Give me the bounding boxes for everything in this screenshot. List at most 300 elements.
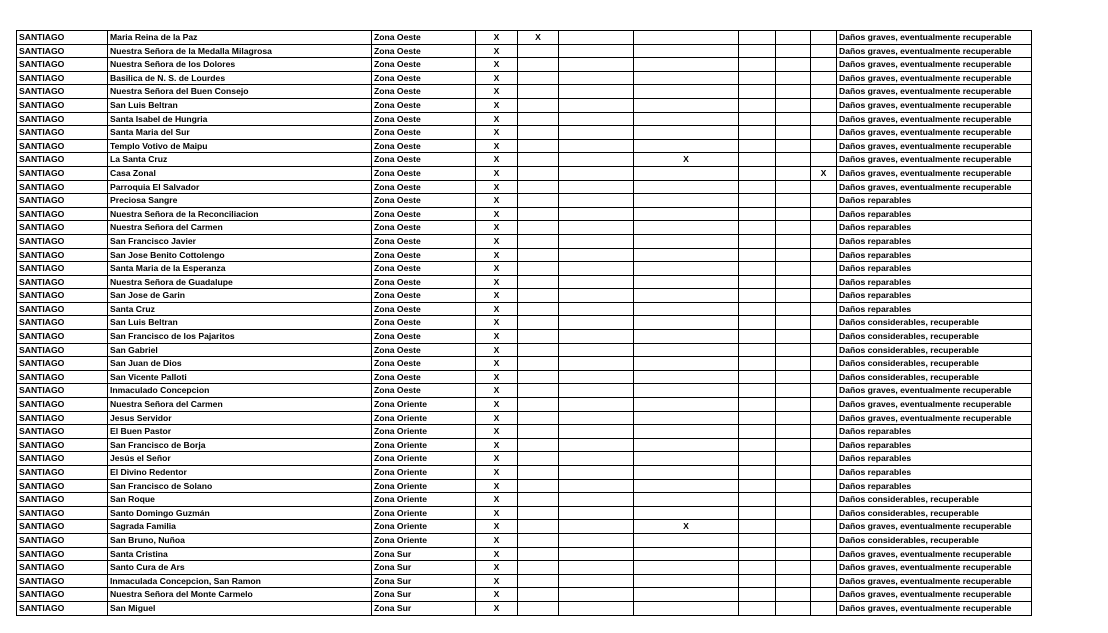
empty-cell xyxy=(559,466,634,480)
mark-cell-3 xyxy=(634,98,739,112)
empty-cell xyxy=(776,44,811,58)
empty-cell xyxy=(739,520,776,534)
empty-cell xyxy=(739,71,776,85)
mark-cell-3 xyxy=(634,384,739,398)
mark-cell-2 xyxy=(518,112,559,126)
zone-cell: Zona Oriente xyxy=(372,493,476,507)
mark-cell-2 xyxy=(518,85,559,99)
empty-cell xyxy=(559,411,634,425)
mark-cell-1: X xyxy=(476,71,518,85)
church-name-cell: San Francisco de Borja xyxy=(108,438,372,452)
table-row xyxy=(17,438,1032,452)
mark-cell-4 xyxy=(811,194,837,208)
zone-cell: Zona Oriente xyxy=(372,398,476,412)
city-cell: SANTIAGO xyxy=(17,180,108,194)
mark-cell-1: X xyxy=(476,438,518,452)
city-cell: SANTIAGO xyxy=(17,588,108,602)
empty-cell xyxy=(739,533,776,547)
empty-cell xyxy=(776,166,811,180)
empty-cell xyxy=(739,398,776,412)
mark-cell-1: X xyxy=(476,547,518,561)
mark-cell-2 xyxy=(518,139,559,153)
empty-cell xyxy=(776,370,811,384)
city-cell: SANTIAGO xyxy=(17,466,108,480)
empty-cell xyxy=(776,343,811,357)
mark-cell-4 xyxy=(811,139,837,153)
damage-status-cell: Daños graves, eventualmente recuperable xyxy=(837,574,1032,588)
empty-cell xyxy=(776,561,811,575)
mark-cell-4 xyxy=(811,262,837,276)
damage-status-cell: Daños reparables xyxy=(837,302,1032,316)
empty-cell xyxy=(776,574,811,588)
church-name-cell: Parroquia El Salvador xyxy=(108,180,372,194)
church-name-cell: San Roque xyxy=(108,493,372,507)
mark-cell-4 xyxy=(811,85,837,99)
mark-cell-1: X xyxy=(476,44,518,58)
mark-cell-4 xyxy=(811,330,837,344)
city-cell: SANTIAGO xyxy=(17,262,108,276)
empty-cell xyxy=(559,601,634,615)
mark-cell-4 xyxy=(811,384,837,398)
empty-cell xyxy=(776,31,811,45)
table-row xyxy=(17,588,1032,602)
mark-cell-3 xyxy=(634,479,739,493)
church-name-cell: Inmaculada Concepcion, San Ramon xyxy=(108,574,372,588)
zone-cell: Zona Oeste xyxy=(372,180,476,194)
church-name-cell: San Luis Beltran xyxy=(108,98,372,112)
church-name-cell: San Jose Benito Cottolengo xyxy=(108,248,372,262)
mark-cell-2 xyxy=(518,438,559,452)
zone-cell: Zona Oeste xyxy=(372,343,476,357)
empty-cell xyxy=(559,479,634,493)
mark-cell-4 xyxy=(811,207,837,221)
empty-cell xyxy=(559,166,634,180)
mark-cell-3 xyxy=(634,85,739,99)
empty-cell xyxy=(776,316,811,330)
mark-cell-4 xyxy=(811,153,837,167)
mark-cell-2 xyxy=(518,601,559,615)
church-name-cell: Casa Zonal xyxy=(108,166,372,180)
empty-cell xyxy=(776,194,811,208)
damage-status-cell: Daños graves, eventualmente recuperable xyxy=(837,153,1032,167)
empty-cell xyxy=(559,248,634,262)
church-name-cell: Nuestra Señora del Carmen xyxy=(108,398,372,412)
mark-cell-2 xyxy=(518,262,559,276)
mark-cell-4 xyxy=(811,506,837,520)
damage-status-cell: Daños graves, eventualmente recuperable xyxy=(837,85,1032,99)
empty-cell xyxy=(776,520,811,534)
damage-status-cell: Daños considerables, recuperable xyxy=(837,370,1032,384)
mark-cell-3 xyxy=(634,601,739,615)
empty-cell xyxy=(559,221,634,235)
damage-status-cell: Daños reparables xyxy=(837,221,1032,235)
mark-cell-1: X xyxy=(476,520,518,534)
table-row xyxy=(17,343,1032,357)
empty-cell xyxy=(559,574,634,588)
damage-status-cell: Daños reparables xyxy=(837,248,1032,262)
mark-cell-2 xyxy=(518,588,559,602)
mark-cell-3 xyxy=(634,194,739,208)
empty-cell xyxy=(776,289,811,303)
church-name-cell: La Santa Cruz xyxy=(108,153,372,167)
empty-cell xyxy=(776,98,811,112)
city-cell: SANTIAGO xyxy=(17,31,108,45)
damage-status-cell: Daños considerables, recuperable xyxy=(837,493,1032,507)
mark-cell-3 xyxy=(634,166,739,180)
mark-cell-2 xyxy=(518,479,559,493)
empty-cell xyxy=(559,357,634,371)
mark-cell-1: X xyxy=(476,411,518,425)
city-cell: SANTIAGO xyxy=(17,520,108,534)
mark-cell-4 xyxy=(811,479,837,493)
empty-cell xyxy=(559,561,634,575)
mark-cell-4 xyxy=(811,98,837,112)
damage-status-cell: Daños considerables, recuperable xyxy=(837,357,1032,371)
church-name-cell: San Jose de Garin xyxy=(108,289,372,303)
mark-cell-2 xyxy=(518,153,559,167)
table-row xyxy=(17,166,1032,180)
damage-table xyxy=(16,30,1032,616)
zone-cell: Zona Oeste xyxy=(372,58,476,72)
empty-cell xyxy=(776,112,811,126)
church-name-cell: Jesús el Señor xyxy=(108,452,372,466)
damage-status-cell: Daños graves, eventualmente recuperable xyxy=(837,139,1032,153)
mark-cell-4 xyxy=(811,493,837,507)
empty-cell xyxy=(559,194,634,208)
empty-cell xyxy=(559,330,634,344)
table-row xyxy=(17,302,1032,316)
mark-cell-4 xyxy=(811,71,837,85)
table-row xyxy=(17,601,1032,615)
damage-status-cell: Daños reparables xyxy=(837,466,1032,480)
mark-cell-4 xyxy=(811,452,837,466)
city-cell: SANTIAGO xyxy=(17,126,108,140)
mark-cell-2 xyxy=(518,275,559,289)
mark-cell-3 xyxy=(634,357,739,371)
zone-cell: Zona Oeste xyxy=(372,330,476,344)
church-name-cell: El Divino Redentor xyxy=(108,466,372,480)
damage-status-cell: Daños reparables xyxy=(837,262,1032,276)
empty-cell xyxy=(739,411,776,425)
empty-cell xyxy=(739,466,776,480)
damage-status-cell: Daños graves, eventualmente recuperable xyxy=(837,112,1032,126)
damage-status-cell: Daños graves, eventualmente recuperable xyxy=(837,547,1032,561)
empty-cell xyxy=(776,248,811,262)
mark-cell-2 xyxy=(518,126,559,140)
mark-cell-1: X xyxy=(476,479,518,493)
mark-cell-3 xyxy=(634,275,739,289)
table-row xyxy=(17,466,1032,480)
zone-cell: Zona Oeste xyxy=(372,275,476,289)
mark-cell-2 xyxy=(518,207,559,221)
church-name-cell: Santa Isabel de Hungria xyxy=(108,112,372,126)
mark-cell-2 xyxy=(518,425,559,439)
damage-status-cell: Daños graves, eventualmente recuperable xyxy=(837,601,1032,615)
table-row xyxy=(17,112,1032,126)
table-row xyxy=(17,44,1032,58)
damage-status-cell: Daños graves, eventualmente recuperable xyxy=(837,44,1032,58)
zone-cell: Zona Oeste xyxy=(372,370,476,384)
mark-cell-3 xyxy=(634,71,739,85)
table-row xyxy=(17,71,1032,85)
table-row xyxy=(17,289,1032,303)
city-cell: SANTIAGO xyxy=(17,384,108,398)
city-cell: SANTIAGO xyxy=(17,574,108,588)
zone-cell: Zona Oeste xyxy=(372,302,476,316)
mark-cell-1: X xyxy=(476,275,518,289)
damage-status-cell: Daños graves, eventualmente recuperable xyxy=(837,384,1032,398)
zone-cell: Zona Oriente xyxy=(372,466,476,480)
zone-cell: Zona Oeste xyxy=(372,207,476,221)
damage-status-cell: Daños considerables, recuperable xyxy=(837,343,1032,357)
church-name-cell: San Luis Beltran xyxy=(108,316,372,330)
mark-cell-3 xyxy=(634,411,739,425)
mark-cell-2 xyxy=(518,44,559,58)
church-name-cell: San Vicente Palloti xyxy=(108,370,372,384)
mark-cell-3 xyxy=(634,452,739,466)
city-cell: SANTIAGO xyxy=(17,207,108,221)
zone-cell: Zona Oeste xyxy=(372,316,476,330)
empty-cell xyxy=(559,398,634,412)
empty-cell xyxy=(739,85,776,99)
mark-cell-3 xyxy=(634,31,739,45)
mark-cell-3 xyxy=(634,139,739,153)
mark-cell-3 xyxy=(634,112,739,126)
zone-cell: Zona Oeste xyxy=(372,85,476,99)
empty-cell xyxy=(776,153,811,167)
church-name-cell: San Francisco Javier xyxy=(108,234,372,248)
empty-cell xyxy=(559,452,634,466)
zone-cell: Zona Oriente xyxy=(372,411,476,425)
empty-cell xyxy=(776,533,811,547)
table-row xyxy=(17,411,1032,425)
table-row xyxy=(17,316,1032,330)
mark-cell-3 xyxy=(634,506,739,520)
empty-cell xyxy=(739,275,776,289)
table-row xyxy=(17,493,1032,507)
mark-cell-4 xyxy=(811,275,837,289)
mark-cell-4 xyxy=(811,31,837,45)
mark-cell-4 xyxy=(811,588,837,602)
empty-cell xyxy=(739,302,776,316)
table-row xyxy=(17,262,1032,276)
damage-status-cell: Daños graves, eventualmente recuperable xyxy=(837,166,1032,180)
zone-cell: Zona Oeste xyxy=(372,31,476,45)
empty-cell xyxy=(776,452,811,466)
zone-cell: Zona Oriente xyxy=(372,438,476,452)
empty-cell xyxy=(739,58,776,72)
empty-cell xyxy=(559,98,634,112)
mark-cell-2 xyxy=(518,547,559,561)
empty-cell xyxy=(559,262,634,276)
mark-cell-2 xyxy=(518,561,559,575)
empty-cell xyxy=(739,207,776,221)
mark-cell-4 xyxy=(811,425,837,439)
city-cell: SANTIAGO xyxy=(17,58,108,72)
mark-cell-2 xyxy=(518,506,559,520)
mark-cell-4 xyxy=(811,574,837,588)
mark-cell-4 xyxy=(811,533,837,547)
zone-cell: Zona Oeste xyxy=(372,289,476,303)
zone-cell: Zona Oriente xyxy=(372,425,476,439)
city-cell: SANTIAGO xyxy=(17,248,108,262)
mark-cell-2 xyxy=(518,221,559,235)
mark-cell-4 xyxy=(811,44,837,58)
mark-cell-3 xyxy=(634,370,739,384)
church-name-cell: Santa Cristina xyxy=(108,547,372,561)
mark-cell-4 xyxy=(811,601,837,615)
mark-cell-1: X xyxy=(476,588,518,602)
empty-cell xyxy=(776,302,811,316)
mark-cell-2 xyxy=(518,357,559,371)
mark-cell-4 xyxy=(811,357,837,371)
mark-cell-1: X xyxy=(476,316,518,330)
empty-cell xyxy=(559,85,634,99)
mark-cell-3 xyxy=(634,58,739,72)
empty-cell xyxy=(776,493,811,507)
empty-cell xyxy=(776,234,811,248)
damage-status-cell: Daños reparables xyxy=(837,289,1032,303)
empty-cell xyxy=(559,302,634,316)
mark-cell-2 xyxy=(518,384,559,398)
mark-cell-2 xyxy=(518,166,559,180)
zone-cell: Zona Oriente xyxy=(372,520,476,534)
mark-cell-3 xyxy=(634,44,739,58)
table-row xyxy=(17,180,1032,194)
mark-cell-4 xyxy=(811,234,837,248)
city-cell: SANTIAGO xyxy=(17,85,108,99)
church-name-cell: Nuestra Señora de la Reconciliacion xyxy=(108,207,372,221)
empty-cell xyxy=(559,153,634,167)
empty-cell xyxy=(559,370,634,384)
mark-cell-4 xyxy=(811,248,837,262)
mark-cell-2 xyxy=(518,330,559,344)
damage-status-cell: Daños considerables, recuperable xyxy=(837,533,1032,547)
table-body xyxy=(17,31,1032,616)
damage-status-cell: Daños graves, eventualmente recuperable xyxy=(837,398,1032,412)
mark-cell-1: X xyxy=(476,533,518,547)
mark-cell-2 xyxy=(518,180,559,194)
zone-cell: Zona Oriente xyxy=(372,452,476,466)
city-cell: SANTIAGO xyxy=(17,139,108,153)
table-row xyxy=(17,275,1032,289)
empty-cell xyxy=(739,561,776,575)
mark-cell-1: X xyxy=(476,330,518,344)
empty-cell xyxy=(739,425,776,439)
city-cell: SANTIAGO xyxy=(17,506,108,520)
empty-cell xyxy=(739,248,776,262)
city-cell: SANTIAGO xyxy=(17,316,108,330)
empty-cell xyxy=(559,438,634,452)
empty-cell xyxy=(776,357,811,371)
empty-cell xyxy=(776,330,811,344)
empty-cell xyxy=(739,289,776,303)
church-name-cell: Sagrada Familia xyxy=(108,520,372,534)
zone-cell: Zona Oeste xyxy=(372,357,476,371)
empty-cell xyxy=(739,262,776,276)
mark-cell-3 xyxy=(634,438,739,452)
zone-cell: Zona Oriente xyxy=(372,479,476,493)
empty-cell xyxy=(739,343,776,357)
empty-cell xyxy=(776,588,811,602)
empty-cell xyxy=(559,520,634,534)
city-cell: SANTIAGO xyxy=(17,343,108,357)
church-name-cell: Jesus Servidor xyxy=(108,411,372,425)
table-row xyxy=(17,533,1032,547)
church-name-cell: Nuestra Señora de Guadalupe xyxy=(108,275,372,289)
church-name-cell: Maria Reina de la Paz xyxy=(108,31,372,45)
mark-cell-3 xyxy=(634,180,739,194)
mark-cell-4 xyxy=(811,316,837,330)
empty-cell xyxy=(739,479,776,493)
empty-cell xyxy=(776,221,811,235)
damage-status-cell: Daños graves, eventualmente recuperable xyxy=(837,588,1032,602)
table-row xyxy=(17,248,1032,262)
mark-cell-3 xyxy=(634,547,739,561)
mark-cell-1: X xyxy=(476,180,518,194)
empty-cell xyxy=(739,601,776,615)
zone-cell: Zona Oeste xyxy=(372,112,476,126)
city-cell: SANTIAGO xyxy=(17,547,108,561)
table-row xyxy=(17,139,1032,153)
empty-cell xyxy=(739,316,776,330)
damage-status-cell: Daños reparables xyxy=(837,438,1032,452)
empty-cell xyxy=(739,330,776,344)
table-row xyxy=(17,425,1032,439)
mark-cell-2 xyxy=(518,520,559,534)
mark-cell-2 xyxy=(518,248,559,262)
mark-cell-4 xyxy=(811,398,837,412)
damage-status-cell: Daños graves, eventualmente recuperable xyxy=(837,411,1032,425)
church-name-cell: Nuestra Señora de la Medalla Milagrosa xyxy=(108,44,372,58)
damage-status-cell: Daños graves, eventualmente recuperable xyxy=(837,126,1032,140)
mark-cell-4 xyxy=(811,561,837,575)
table-row xyxy=(17,574,1032,588)
mark-cell-1: X xyxy=(476,506,518,520)
damage-status-cell: Daños graves, eventualmente recuperable xyxy=(837,520,1032,534)
damage-status-cell: Daños reparables xyxy=(837,207,1032,221)
table-row xyxy=(17,194,1032,208)
mark-cell-1: X xyxy=(476,207,518,221)
zone-cell: Zona Oeste xyxy=(372,98,476,112)
empty-cell xyxy=(559,71,634,85)
city-cell: SANTIAGO xyxy=(17,44,108,58)
mark-cell-3 xyxy=(634,262,739,276)
mark-cell-1: X xyxy=(476,112,518,126)
mark-cell-1: X xyxy=(476,289,518,303)
mark-cell-3 xyxy=(634,330,739,344)
mark-cell-4 xyxy=(811,547,837,561)
mark-cell-2: X xyxy=(518,31,559,45)
table-row xyxy=(17,506,1032,520)
church-name-cell: Santa Maria del Sur xyxy=(108,126,372,140)
empty-cell xyxy=(776,58,811,72)
city-cell: SANTIAGO xyxy=(17,479,108,493)
mark-cell-4 xyxy=(811,343,837,357)
mark-cell-2 xyxy=(518,493,559,507)
zone-cell: Zona Sur xyxy=(372,547,476,561)
city-cell: SANTIAGO xyxy=(17,71,108,85)
empty-cell xyxy=(559,588,634,602)
city-cell: SANTIAGO xyxy=(17,425,108,439)
church-name-cell: Preciosa Sangre xyxy=(108,194,372,208)
table-row xyxy=(17,561,1032,575)
empty-cell xyxy=(776,506,811,520)
zone-cell: Zona Oeste xyxy=(372,71,476,85)
mark-cell-3 xyxy=(634,466,739,480)
zone-cell: Zona Sur xyxy=(372,601,476,615)
mark-cell-3 xyxy=(634,574,739,588)
